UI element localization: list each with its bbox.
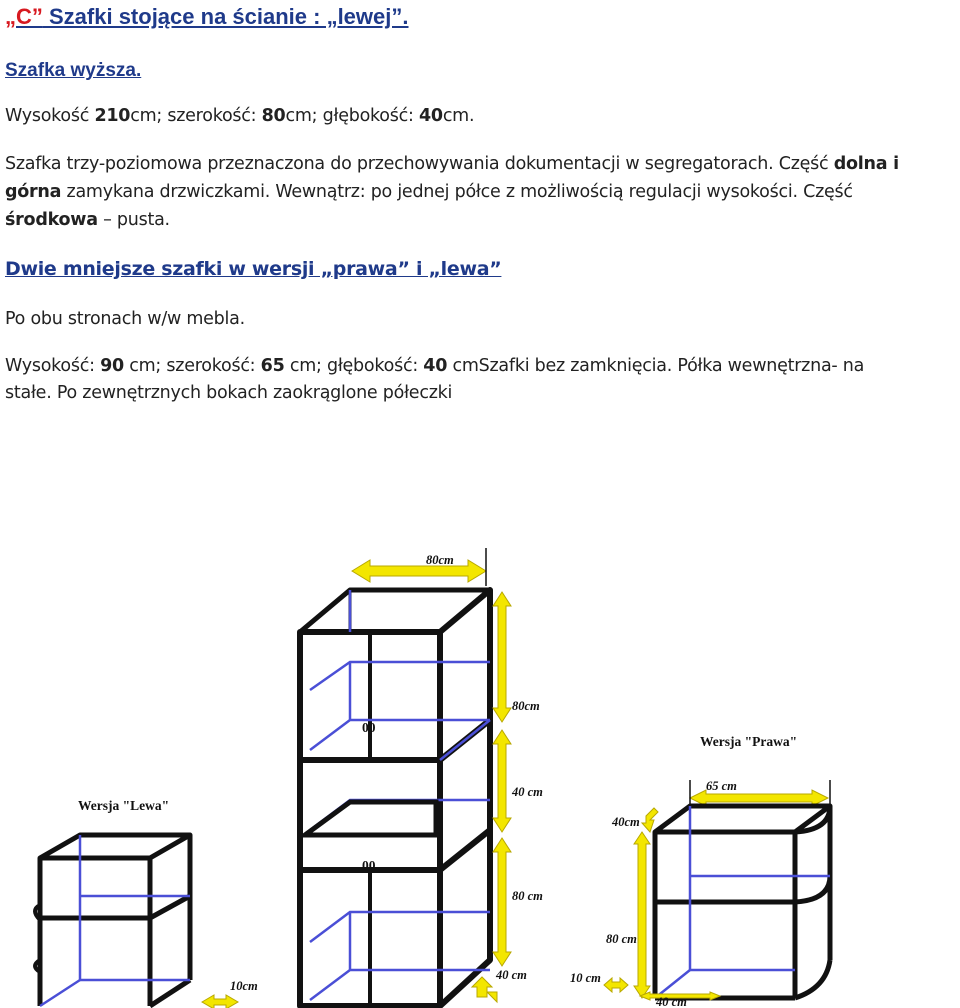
left-side-label: 10cm xyxy=(230,979,258,993)
right-side-label: 10 cm xyxy=(570,971,601,985)
title-text: Szafki stojące na ścianie : „lewej”. xyxy=(42,4,409,29)
left-side-arrow xyxy=(202,995,238,1008)
dim-label: cm; szerokość: xyxy=(130,106,262,126)
desc-text: – pusta. xyxy=(97,210,170,230)
section-letter: „C” xyxy=(5,4,43,29)
dim-label: Wysokość xyxy=(5,106,95,126)
dim-label: cm. xyxy=(442,106,475,126)
desc-text: zamykana drzwiczkami. Wewnątrz: po jednej półce z możliwością regulacji wysokości. Część xyxy=(61,182,853,202)
tall-cabinet xyxy=(300,590,490,1006)
section2-title: Dwie mniejsze szafki w wersji „prawa” i „lewa” xyxy=(5,258,502,280)
desc-bold: górna xyxy=(5,182,62,202)
desc-bold: dolna i xyxy=(833,154,899,174)
right-height-arrow xyxy=(634,832,650,998)
right-version-caption: Wersja "Prawa" xyxy=(700,734,798,749)
section2-note: Po obu stronach w/w mebla. xyxy=(5,309,245,329)
furniture-drawing xyxy=(0,540,960,1008)
desc-text: Szafka trzy-poziomowa przeznaczona do przechowywania dokumentacji w segregatorach. Część xyxy=(5,154,834,174)
dim-height: 90 xyxy=(100,356,124,376)
dim-label: cmSzafki bez zamknięcia. Półka wewnętrzna- na xyxy=(447,356,865,376)
dim-height: 210 xyxy=(94,106,131,126)
width-arrow xyxy=(352,548,486,586)
dim-depth: 40 xyxy=(418,106,443,126)
right-bottom-depth-label: 40 cm xyxy=(656,995,687,1008)
height-label-top: 80cm xyxy=(512,699,540,713)
right-height-label: 80 cm xyxy=(606,932,637,946)
dim-label: cm; głębokość: xyxy=(284,356,424,376)
section1-desc-line3 xyxy=(5,210,170,230)
section1-dims xyxy=(5,106,474,126)
section1-desc-line1 xyxy=(5,154,899,174)
right-side-arrow xyxy=(604,978,628,992)
dim-width: 80 xyxy=(261,106,286,126)
right-width-label: 65 cm xyxy=(706,779,737,793)
height-label-bottom: 80 cm xyxy=(512,889,543,903)
dim-label: cm; głębokość: xyxy=(285,106,419,126)
right-depth-label: 40cm xyxy=(612,815,640,829)
door-handle-lower: 00 xyxy=(362,858,376,873)
left-version-caption: Wersja "Lewa" xyxy=(78,798,170,813)
right-depth-arrow xyxy=(642,808,658,832)
dim-width: 65 xyxy=(260,356,285,376)
dim-label: cm; szerokość: xyxy=(123,356,261,376)
section2-line2: stałe. Po zewnętrznych bokach zaokrąglone półeczki xyxy=(5,383,453,403)
door-handle-upper: 00 xyxy=(362,720,376,735)
dim-label: Wysokość: xyxy=(5,356,101,376)
tall-cabinet-shelves xyxy=(310,590,490,1000)
section2-dims xyxy=(5,356,864,376)
section1-title: Szafka wyższa. xyxy=(5,60,142,81)
height-label-mid: 40 cm xyxy=(512,785,543,799)
tall-cabinet-inner-shelves xyxy=(305,802,436,835)
section1-desc-line2 xyxy=(5,182,853,202)
depth-label: 40 cm xyxy=(496,968,527,982)
dim-depth: 40 xyxy=(423,356,448,376)
page-title xyxy=(5,4,409,30)
desc-bold: środkowa xyxy=(5,210,98,230)
width-label: 80cm xyxy=(426,553,454,567)
